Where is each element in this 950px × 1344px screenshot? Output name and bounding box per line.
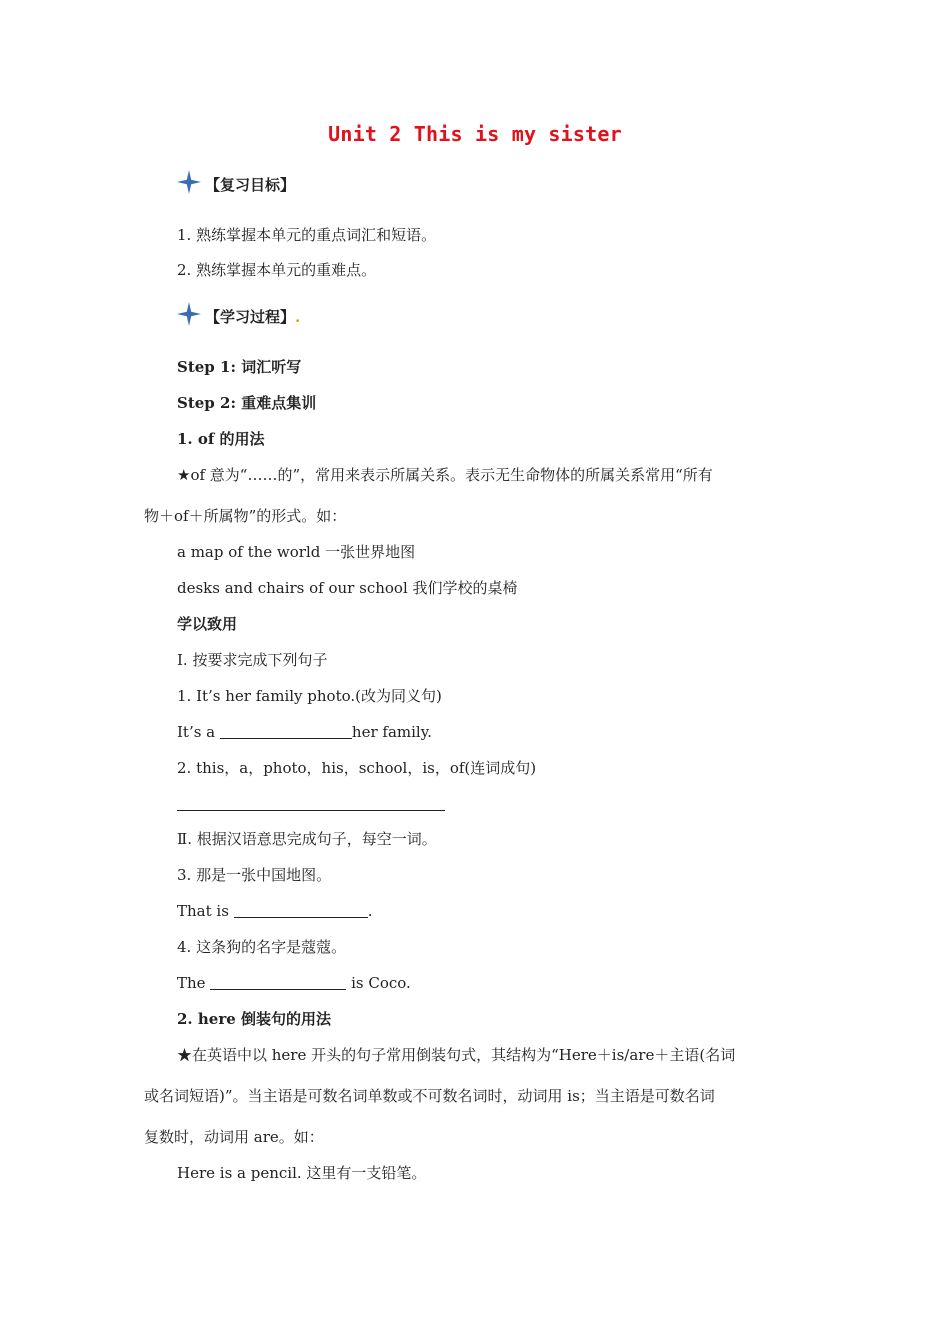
here-usage-example-1: Here is a pencil. 这里有一支铅笔。 — [177, 1164, 427, 1182]
question-2: 2. this，a，photo，his，school，is，of(连词成句) — [177, 759, 537, 777]
fill-blank[interactable] — [210, 975, 346, 990]
goal-item-1: 1. 熟练掌握本单元的重点词汇和短语。 — [177, 226, 437, 244]
step-1: Step 1: 词汇听写 — [177, 358, 302, 376]
answer-prefix: The — [177, 974, 206, 992]
here-usage-explain-line2: 或名词短语)”。当主语是可数名词单数或不可数名词时，动词用 is；当主语是可数名词 — [144, 1087, 715, 1105]
fill-blank[interactable] — [234, 903, 368, 918]
of-usage-example-2: desks and chairs of our school 我们学校的桌椅 — [177, 579, 518, 597]
section-heading-label: 【学习过程】 — [205, 308, 296, 326]
answer-line-1 — [177, 722, 432, 742]
answer-prefix: That is — [177, 902, 229, 920]
section-heading-label: 【复习目标】 — [205, 176, 296, 194]
practice-heading: 学以致用 — [177, 615, 238, 633]
fill-blank[interactable] — [220, 724, 352, 739]
question-1: 1. It’s her family photo.(改为同义句) — [177, 687, 442, 705]
step-2: Step 2: 重难点集训 — [177, 394, 317, 412]
answer-line-4 — [177, 973, 411, 993]
fill-blank[interactable] — [177, 796, 445, 811]
of-usage-explain-line2: 物＋of＋所属物”的形式。如： — [144, 507, 347, 525]
four-point-star-icon — [177, 170, 201, 194]
practice-part-2: Ⅱ. 根据汉语意思完成句子，每空一词。 — [177, 830, 437, 848]
here-usage-heading: 2. here 倒装句的用法 — [177, 1010, 331, 1028]
practice-part-1: Ⅰ. 按要求完成下列句子 — [177, 651, 328, 669]
answer-line-3 — [177, 901, 372, 921]
page-title: Unit 2 This is my sister — [328, 122, 622, 146]
goal-item-2: 2. 熟练掌握本单元的重难点。 — [177, 261, 377, 279]
answer-suffix: . — [367, 902, 373, 920]
answer-suffix: her family. — [351, 723, 432, 741]
here-usage-explain-line3: 复数时，动词用 are。如： — [144, 1128, 324, 1146]
answer-prefix: It’s a — [177, 723, 216, 741]
question-4: 4. 这条狗的名字是蔻蔻。 — [177, 938, 347, 956]
question-3: 3. 那是一张中国地图。 — [177, 866, 332, 884]
of-usage-explain-line1: ★of 意为“……的”，常用来表示所属关系。表示无生命物体的所属关系常用“所有 — [177, 466, 713, 484]
section-heading-review-goals — [177, 170, 295, 195]
here-usage-explain-line1: ★在英语中以 here 开头的句子常用倒装句式，其结构为“Here＋is/are＋主语(名词 — [177, 1046, 736, 1064]
answer-suffix: is Coco. — [351, 974, 411, 992]
of-usage-heading: 1. of 的用法 — [177, 430, 265, 448]
of-usage-example-1: a map of the world 一张世界地图 — [177, 543, 416, 561]
four-point-star-icon — [177, 302, 201, 326]
stray-dot: . — [295, 308, 301, 326]
answer-line-2 — [177, 794, 445, 814]
section-heading-learning-process — [177, 302, 300, 327]
